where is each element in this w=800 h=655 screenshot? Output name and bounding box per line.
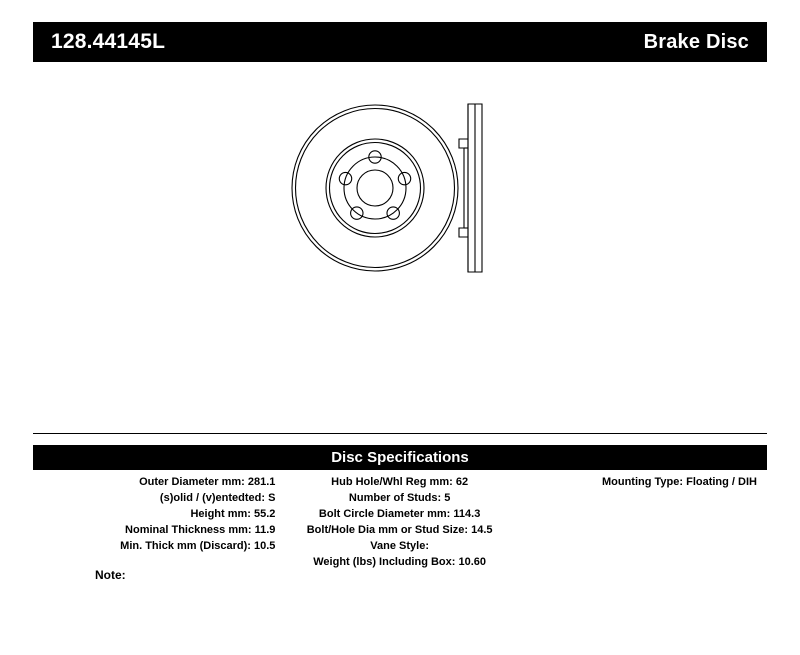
spec-column-middle — [277, 474, 521, 570]
spec-item: Min. Thick mm (Discard): 10.5 — [120, 540, 276, 552]
spec-separator — [33, 433, 767, 434]
spec-column-right — [522, 474, 767, 490]
spec-column-left — [33, 474, 277, 554]
note-label: Note: — [95, 568, 126, 582]
product-type-label: Brake Disc — [643, 30, 749, 53]
spec-section-header — [33, 445, 767, 470]
spec-section-title: Disc Specifications — [331, 449, 469, 466]
spec-item: (s)olid / (v)entedted: S — [159, 492, 276, 504]
rotor-face-view — [292, 105, 458, 271]
spec-item: Weight (lbs) Including Box: 10.60 — [313, 556, 487, 568]
header-bar — [33, 22, 767, 62]
spec-item: Height mm: 55.2 — [190, 508, 276, 520]
rotor-drawing — [250, 90, 580, 300]
spec-item: Bolt/Hole Dia mm or Stud Size: 14.5 — [306, 524, 493, 536]
spec-item: Bolt Circle Diameter mm: 114.3 — [318, 508, 481, 520]
spec-item: Vane Style: — [370, 540, 429, 552]
spec-item: Mounting Type: Floating / DIH — [601, 476, 757, 488]
spec-item: Hub Hole/Whl Reg mm: 62 — [331, 476, 469, 488]
spec-item: Outer Diameter mm: 281.1 — [139, 476, 276, 488]
spec-columns — [33, 474, 767, 570]
spec-item: Number of Studs: 5 — [348, 492, 451, 504]
spec-item: Nominal Thickness mm: 11.9 — [125, 524, 276, 536]
rotor-edge-view — [459, 104, 482, 272]
part-number: 128.44145L — [51, 30, 166, 53]
